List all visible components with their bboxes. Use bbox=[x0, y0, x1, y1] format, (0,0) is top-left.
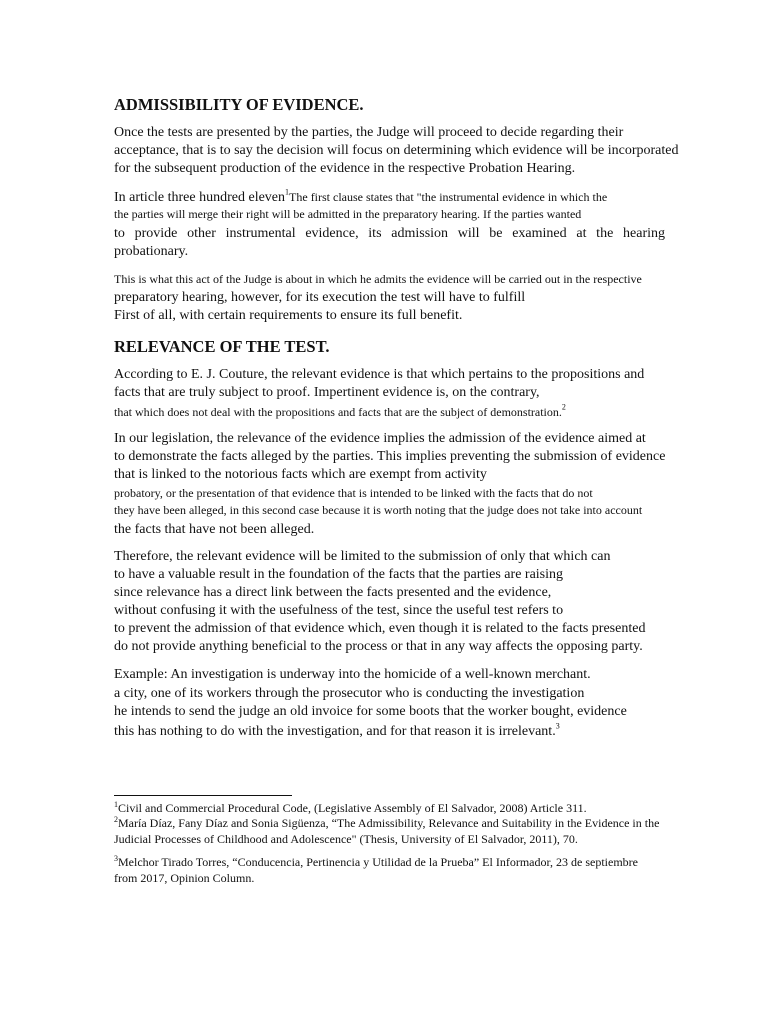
para6-line-6: do not provide anything beneficial to the process or that in any way affects the opposing party. bbox=[114, 639, 643, 654]
para7-line-4-text: this has nothing to do with the investigation, and for that reason it is irrelevant. bbox=[114, 724, 556, 739]
para5-line-4: probatory, or the presentation of that evidence that is intended to be linked with the facts that do not bbox=[114, 486, 593, 500]
section-heading-admissibility: ADMISSIBILITY OF EVIDENCE. bbox=[114, 95, 364, 114]
para4-line-1: According to E. J. Couture, the relevant evidence is that which pertains to the propositions and bbox=[114, 367, 645, 382]
para5-line-2: to demonstrate the facts alleged by the parties. This implies preventing the submission of evidence bbox=[114, 449, 666, 464]
para2-line-3: to provide other instrumental evidence, its admission will be examined at the hearing bbox=[114, 226, 665, 241]
footnote-2 bbox=[114, 816, 659, 831]
para2-line-1 bbox=[114, 188, 607, 206]
footnote-2-mark: 2 bbox=[114, 815, 118, 824]
footnote-1-mark: 1 bbox=[114, 800, 118, 809]
footnote-3-text: Melchor Tirado Torres, “Conducencia, Pertinencia y Utilidad de la Prueba” El Informador, 23 de septiembre bbox=[118, 855, 638, 869]
para5-line-3: that is linked to the notorious facts which are exempt from activity bbox=[114, 467, 487, 482]
para2-line-4: probationary. bbox=[114, 244, 189, 259]
para2-line-2: the parties will merge their right will be admitted in the preparatory hearing. If the parties wanted bbox=[114, 207, 582, 221]
footnote-3 bbox=[114, 855, 638, 870]
para4-line-3-text: that which does not deal with the propositions and facts that are the subject of demonstration. bbox=[114, 405, 562, 419]
para1-line-2: acceptance, that is to say the decision will focus on determining which evidence will be incorporated bbox=[114, 143, 679, 158]
para4-line-2: facts that are truly subject to proof. Impertinent evidence is, on the contrary, bbox=[114, 385, 540, 400]
para5-line-5: they have been alleged, in this second case because it is worth noting that the judge does not take into account bbox=[114, 503, 643, 517]
para3-line-2: preparatory hearing, however, for its execution the test will have to fulfill bbox=[114, 290, 526, 305]
para6-line-3: since relevance has a direct link between the facts presented and the evidence, bbox=[114, 585, 552, 600]
para7-line-3: he intends to send the judge an old invoice for some boots that the worker bought, evidence bbox=[114, 704, 627, 719]
footnote-ref-3: 3 bbox=[555, 721, 560, 731]
para6-line-2: to have a valuable result in the foundation of the facts that the parties are raising bbox=[114, 567, 564, 582]
para6-line-1: Therefore, the relevant evidence will be limited to the submission of only that which can bbox=[114, 549, 611, 564]
footnote-2-text: María Díaz, Fany Díaz and Sonia Sigüenza, “The Admissibility, Relevance and Suitability in the Evidence in the bbox=[118, 816, 660, 830]
footnote-ref-2: 2 bbox=[561, 402, 566, 412]
para4-line-3 bbox=[114, 403, 566, 421]
footnote-2-line-2: Judicial Processes of Childhood and Adolescence" (Thesis, University of El Salvador, 2011), 70. bbox=[114, 832, 578, 846]
footnote-ref-1: 1 bbox=[285, 187, 290, 197]
para2-lead: In article three hundred eleven bbox=[114, 190, 286, 205]
para7-line-4 bbox=[114, 722, 560, 740]
footnote-1-text: Civil and Commercial Procedural Code, (Legislative Assembly of El Salvador, 2008) Article 311. bbox=[118, 801, 587, 815]
footnote-3-line-2: from 2017, Opinion Column. bbox=[114, 871, 255, 885]
footnote-separator bbox=[114, 795, 292, 796]
para7-line-2: a city, one of its workers through the prosecutor who is conducting the investigation bbox=[114, 686, 585, 701]
para7-line-1: Example: An investigation is underway into the homicide of a well-known merchant. bbox=[114, 667, 591, 682]
para6-line-4: without confusing it with the usefulness of the test, since the useful test refers to bbox=[114, 603, 564, 618]
para6-line-5: to prevent the admission of that evidence which, even though it is related to the facts presented bbox=[114, 621, 646, 636]
para3-line-1: This is what this act of the Judge is about in which he admits the evidence will be carried out in the respective bbox=[114, 272, 642, 286]
para5-line-1: In our legislation, the relevance of the evidence implies the admission of the evidence aimed at bbox=[114, 431, 646, 446]
footnote-3-mark: 3 bbox=[114, 854, 118, 863]
section-heading-relevance: RELEVANCE OF THE TEST. bbox=[114, 337, 330, 356]
para1-line-3: for the subsequent production of the evidence in the respective Probation Hearing. bbox=[114, 161, 576, 176]
para3-line-3: First of all, with certain requirements to ensure its full benefit. bbox=[114, 308, 463, 323]
footnote-1 bbox=[114, 801, 587, 816]
para1-line-1: Once the tests are presented by the parties, the Judge will proceed to decide regarding their bbox=[114, 125, 624, 140]
para2-lead-rest: The first clause states that "the instrumental evidence in which the bbox=[289, 190, 608, 204]
para5-line-6: the facts that have not been alleged. bbox=[114, 522, 315, 537]
